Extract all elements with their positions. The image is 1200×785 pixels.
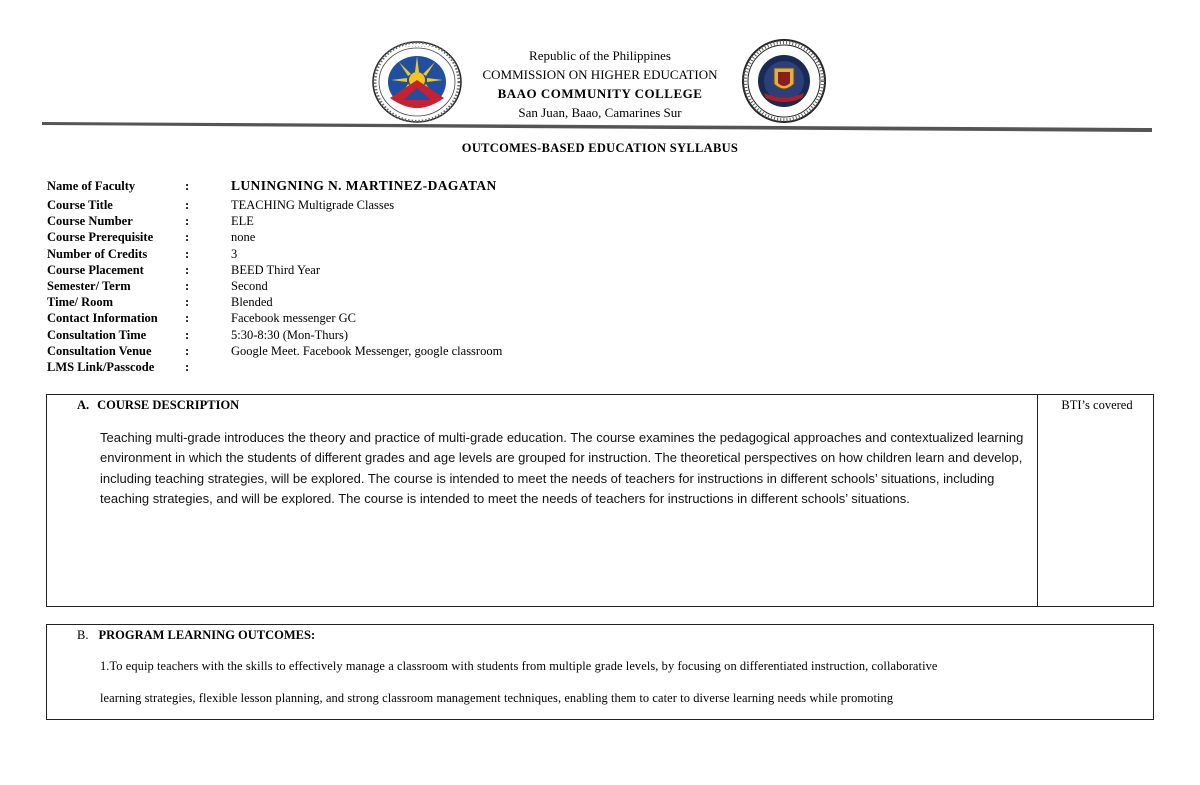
info-value: ELE (231, 214, 254, 229)
info-label: Course Placement (47, 262, 144, 277)
info-colon: : (185, 278, 190, 293)
info-value: Facebook messenger GC (231, 311, 356, 326)
bti-covered-label: BTI’s covered (1061, 398, 1133, 412)
info-label: Number of Credits (47, 246, 148, 261)
header-commission: COMMISSION ON HIGHER EDUCATION (482, 67, 718, 82)
program-learning-outcomes-box (46, 624, 1154, 720)
column-divider (1037, 395, 1038, 606)
info-label: Consultation Venue (47, 343, 152, 358)
institution-header (440, 46, 760, 122)
info-label: Consultation Time (47, 327, 147, 342)
info-label: Time/ Room (47, 295, 114, 310)
svg-text:· · · · · · · · · ·: · · · · · · · · · · (401, 44, 433, 50)
program-outcomes-heading (77, 628, 315, 643)
info-colon: : (185, 230, 190, 245)
header-republic: Republic of the Philippines (529, 48, 671, 63)
info-label: Name of Faculty (47, 179, 136, 193)
info-colon: : (185, 246, 190, 261)
info-value: Google Meet. Facebook Messenger, google classroom (231, 343, 503, 358)
info-label: LMS Link/Passcode (47, 359, 155, 374)
section-heading: COURSE DESCRIPTION (97, 398, 240, 412)
header-divider (42, 118, 1152, 136)
outcome-line: 1.To equip teachers with the skills to effectively manage a classroom with students from multiple grade levels, by focusing on differentiated instruction, collaborative (100, 659, 938, 673)
outcome-line: learning strategies, flexible lesson planning, and strong classroom management techniques, enabling them to cater to diverse learning needs while promoting (100, 691, 894, 705)
info-colon: : (185, 343, 190, 358)
info-colon: : (185, 327, 190, 342)
info-value: TEACHING Multigrade Classes (231, 198, 395, 212)
info-label: Course Number (47, 214, 133, 229)
section-number: B. (77, 628, 89, 642)
info-value: 3 (231, 246, 238, 261)
section-number: A. (77, 398, 90, 412)
info-colon: : (185, 295, 190, 310)
info-value: 5:30-8:30 (Mon-Thurs) (231, 327, 348, 342)
info-value: LUNINGNING N. MARTINEZ-DAGATAN (231, 178, 497, 193)
info-colon: : (185, 359, 190, 374)
header-college: BAAO COMMUNITY COLLEGE (497, 86, 703, 101)
baao-community-college-seal-icon (740, 38, 828, 124)
info-label: Course Title (47, 198, 113, 212)
section-heading: PROGRAM LEARNING OUTCOMES: (98, 628, 316, 642)
info-value: BEED Third Year (231, 262, 321, 277)
info-label: Course Prerequisite (47, 230, 154, 245)
info-colon: : (185, 198, 190, 212)
info-value: none (231, 230, 256, 245)
info-colon: : (185, 311, 190, 326)
course-description-text: Teaching multi-grade introduces the theory and practice of multi-grade education. The course examines the pedagogical approaches and contextualized learning environment in which the students of different grades and age levels are grouped for instruction. The theoretical perspectives on how children learn and develop, including teaching strategies, will be explored. The course is intended to meet the needs of teachers for instructions in different schools’ situations, including teaching strategies, and will be explored. The course is intended to meet the needs of teachers for instructions in different schools’ situations. (100, 430, 1024, 506)
info-colon: : (185, 214, 190, 229)
info-value: Blended (231, 295, 273, 310)
header-address: San Juan, Baao, Camarines Sur (518, 105, 682, 120)
info-value: Second (231, 278, 268, 293)
info-colon: : (185, 179, 190, 193)
course-description-box (46, 394, 1154, 607)
syllabus-title: OUTCOMES-BASED EDUCATION SYLLABUS (461, 141, 739, 155)
course-description-heading (77, 398, 239, 413)
info-label: Semester/ Term (47, 278, 131, 293)
info-label: Contact Information (47, 311, 158, 326)
info-colon: : (185, 262, 190, 277)
